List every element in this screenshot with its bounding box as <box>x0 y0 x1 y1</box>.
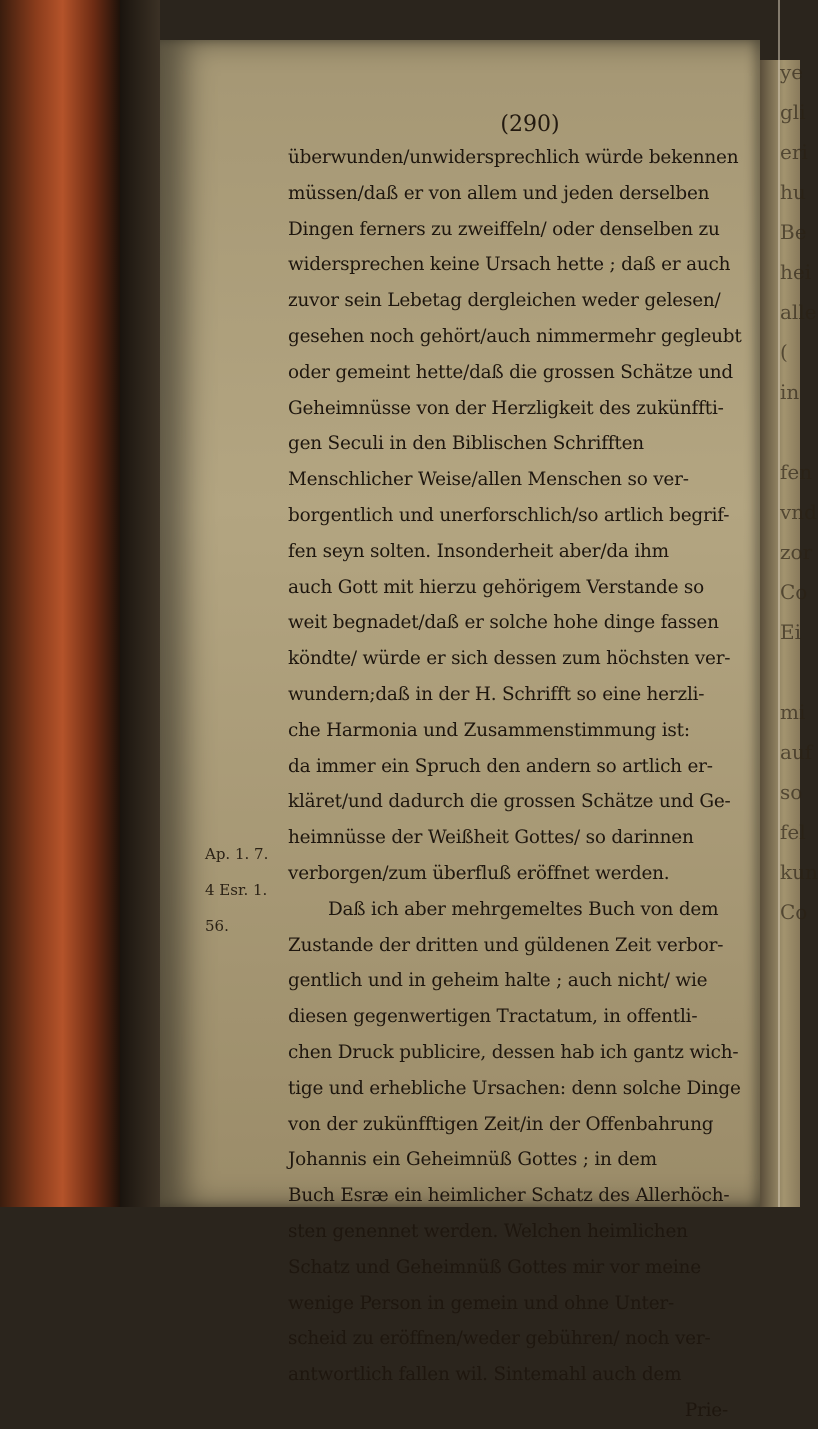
adjacent-page-fragment: gli <box>780 100 806 124</box>
text-line: che Harmonia und Zusammenstimmung ist: <box>288 719 690 741</box>
adjacent-page-fragment: fen <box>780 460 813 484</box>
adjacent-page-fragment: kun <box>780 860 818 884</box>
adjacent-page-fragment: Co <box>780 900 808 924</box>
text-line: borgentlich und unerforschlich/so artlich begrif- <box>288 504 730 526</box>
margin-references <box>205 836 285 944</box>
adjacent-page-fragment <box>780 420 800 460</box>
adjacent-page-fragment: Be <box>780 220 807 244</box>
text-line: Menschlicher Weise/allen Menschen so ver- <box>288 469 689 491</box>
text-line: gesehen noch gehört/auch nimmermehr gegleubt <box>288 325 742 347</box>
binding-thread <box>778 0 780 1207</box>
adjacent-page-fragment <box>780 660 800 700</box>
adjacent-page-fragment: hu <box>780 180 806 204</box>
text-line: müssen/daß er von allem und jeden derselben <box>288 182 710 204</box>
text-line: Dingen ferners zu zweiffeln/ oder denselben zu <box>288 218 720 240</box>
adjacent-page-fragment: Co <box>780 580 808 604</box>
text-line: weit begnadet/daß er solche hohe dinge fassen <box>288 612 719 634</box>
text-line: tige und erhebliche Ursachen: denn solche Dinge <box>288 1077 741 1099</box>
adjacent-page-fragment: ( <box>780 340 788 364</box>
adjacent-page-fragment: auf <box>780 740 813 764</box>
text-line: Daß ich aber mehrgemeltes Buch von dem <box>328 898 719 920</box>
adjacent-page-edge <box>760 60 818 1207</box>
text-line: köndte/ würde er sich dessen zum höchsten ver- <box>288 648 731 670</box>
adjacent-page-fragment: alle <box>780 300 817 324</box>
text-line: Buch Esræ ein heimlicher Schatz des Allerhöch- <box>288 1185 730 1207</box>
text-line: wenige Person in gemein und ohne Unter- <box>288 1292 675 1314</box>
text-line: widersprechen keine Ursach hette ; daß er auch <box>288 254 731 276</box>
adjacent-page-fragment: ye <box>780 60 804 84</box>
text-line: kläret/und dadurch die grossen Schätze und Ge- <box>288 791 731 813</box>
text-line: Schatz und Geheimnüß Gottes mir vor meine <box>288 1256 701 1278</box>
adjacent-page-fragment: eri <box>780 140 808 164</box>
text-line: sten genennet werden. Welchen heimlichen <box>288 1220 688 1242</box>
adjacent-page-fragment: fel <box>780 820 806 844</box>
text-line: von der zukünfftigen Zeit/in der Offenbahrung <box>288 1113 714 1135</box>
margin-note: 4 Esr. 1. <box>205 881 268 899</box>
text-line: überwunden/unwidersprechlich würde bekennen <box>288 147 739 168</box>
adjacent-page-fragment: Ei <box>780 620 801 644</box>
text-line: Geheimnüsse von der Herzligkeit des zukünffti- <box>288 397 724 419</box>
margin-note: Ap. 1. 7. <box>205 845 269 863</box>
text-line: diesen gegenwertigen Tractatum, in offentli- <box>288 1006 698 1028</box>
page-number: (290) <box>500 112 560 137</box>
adjacent-page-fragment: hei <box>780 260 812 284</box>
text-line: verborgen/zum überfluß eröffnet werden. <box>288 862 670 884</box>
page-gutter <box>120 0 160 1207</box>
adjacent-page-fragment: mi <box>780 700 806 724</box>
text-line: auch Gott mit hierzu gehörigem Verstande so <box>288 576 705 598</box>
adjacent-page-fragment: zor <box>780 540 813 564</box>
adjacent-page-fragment: vnd <box>780 500 817 524</box>
text-line: wundern;daß in der H. Schrifft so eine herzli- <box>288 683 705 705</box>
text-line: antwortlich fallen wil. Sintemahl auch dem <box>288 1364 682 1386</box>
book-spine-binding <box>0 0 120 1207</box>
body-text <box>288 140 742 1429</box>
text-line: heimnüsse der Weißheit Gottes/ so darinnen <box>288 827 694 849</box>
text-line: Zustande der dritten und güldenen Zeit verbor- <box>288 934 724 956</box>
text-line: gen Seculi in den Biblischen Schrifften <box>288 433 644 455</box>
adjacent-page-fragment: so <box>780 780 803 804</box>
text-line: gentlich und in geheim halte ; auch nicht/ wie <box>288 970 708 992</box>
text-line: scheid zu eröffnen/weder gebühren/ noch ver- <box>288 1328 711 1350</box>
text-line: fen seyn solten. Insonderheit aber/da ihm <box>288 540 669 562</box>
text-line: zuvor sein Lebetag dergleichen weder gelesen/ <box>288 290 721 312</box>
adjacent-page-fragment: in <box>780 380 800 404</box>
text-line: chen Druck publicire, dessen hab ich gantz wich- <box>288 1041 739 1063</box>
text-line: da immer ein Spruch den andern so artlich er- <box>288 755 713 777</box>
margin-note: 56. <box>205 917 229 935</box>
text-line: oder gemeint hette/daß die grossen Schätze und <box>288 361 734 383</box>
text-line: Johannis ein Geheimnüß Gottes ; in dem <box>288 1149 657 1171</box>
text-line: Prie- <box>684 1399 728 1421</box>
